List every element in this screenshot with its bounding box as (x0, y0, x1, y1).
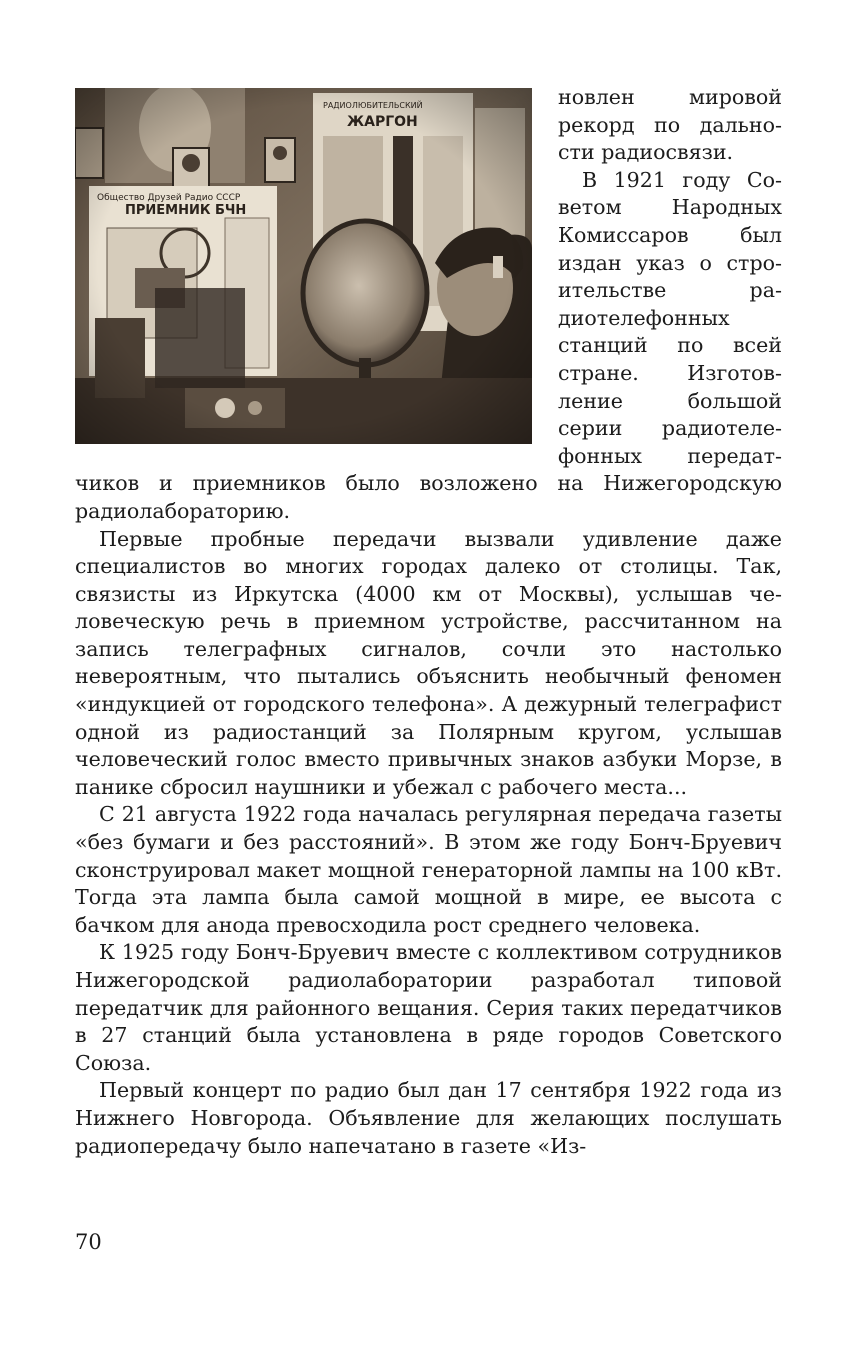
paragraph-3: Первые пробные передачи вызвали удивление даже специалистов во многих городах далеко от столицы. Так, связисты из Иркутска (4000 км от Москвы), услышав человеческую речь в приемном устройстве, рассчитанном на запись телеграфных сигналов, сочли это настолько невероятным, что пытались объяснить необычный феномен «индукцией от городского телефона». А дежурный телеграфист одной из радиостанций за Полярным кругом, услышав человеческий голос вместо привычных знаков азбуки Морзе, в панике сбросил наушники и убежал с рабочего места... (75, 526, 782, 799)
page-body (75, 84, 782, 1160)
paragraph-4: С 21 августа 1922 года началась регулярная передача газеты «без бумаги и без расстояний». В этом же году Бонч-Бруевич сконструировал макет мощной генераторной лампы на 100 кВт. Тогда эта лампа была самой мощной в мире, ее высота с бачком для анода превосходила рост среднего человека. (75, 802, 782, 937)
page-number: 70 (75, 1230, 102, 1254)
historical-radio-room-photo (75, 88, 532, 444)
paragraph-2: В 1921 году Советом Народных Комиссаров был издан указ о строительстве радиотелефонных станций по всей стране. Изготовление большой серии радиотелефонных передатчиков и приемников было возложено на Нижегородскую радиолабораторию. (75, 167, 782, 523)
paragraph-1: новлен мировой рекорд по дальности радиосвязи. (558, 85, 782, 165)
paragraph-6: Первый концерт по радио был дан 17 сентября 1922 года из Нижнего Новгорода. Объявление для желающих послушать радиопередачу было напечатано в газете «Из- (75, 1078, 782, 1158)
paragraph-5: К 1925 году Бонч-Бруевич вместе с коллективом сотрудников Нижегородской радиолаборатории разработал типовой передатчик для районного вещания. Серия таких передатчиков в 27 станций была установлена в ряде городов Советского Союза. (75, 940, 782, 1075)
